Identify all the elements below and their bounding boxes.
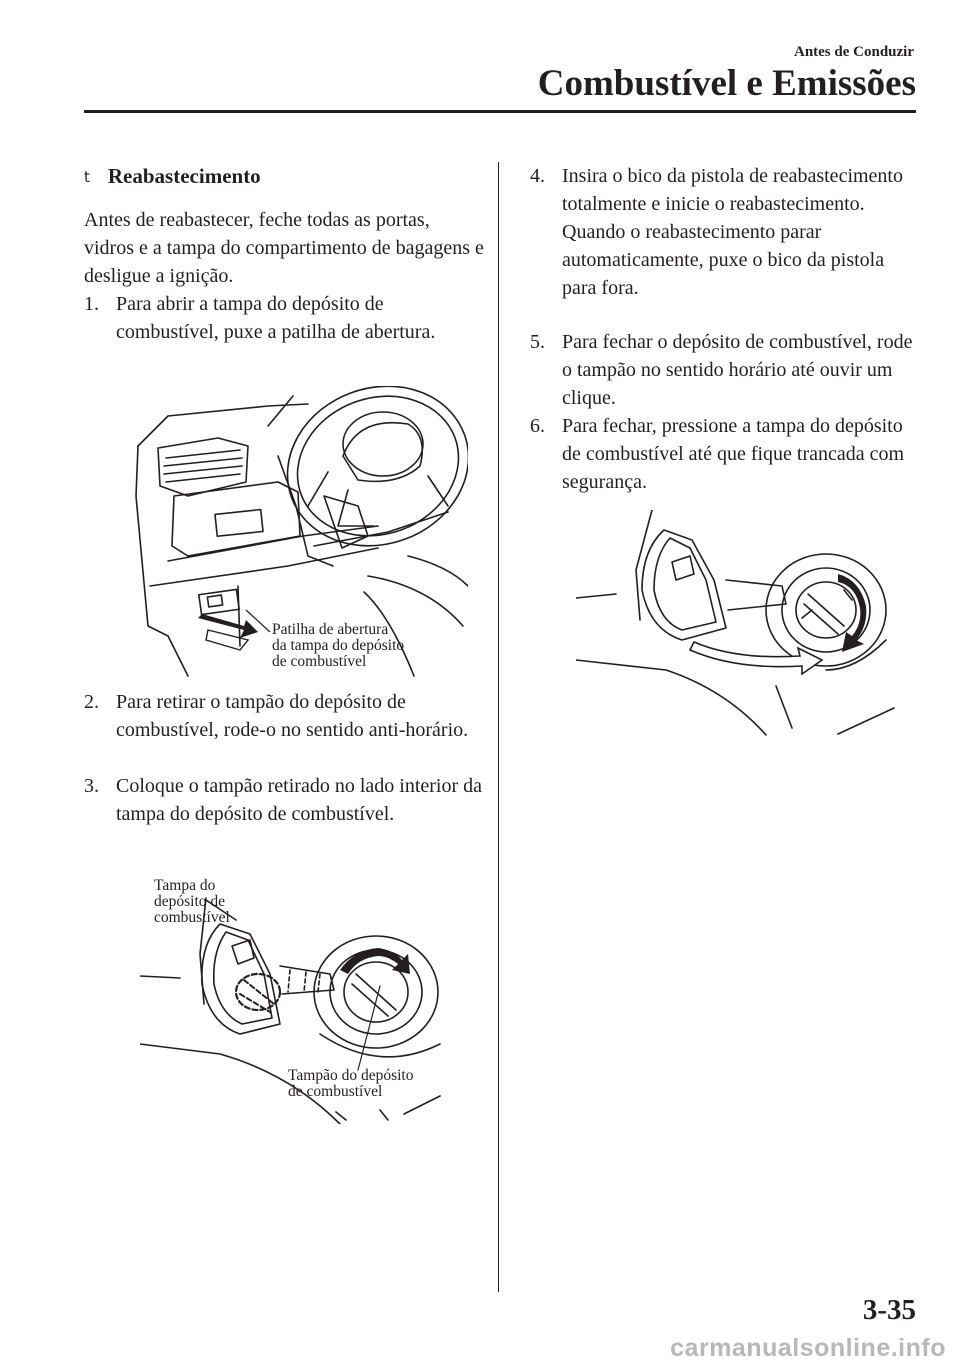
chapter-title: Combustível e Emissões <box>537 63 916 104</box>
section-heading-text: Reabastecimento <box>107 164 261 188</box>
step-5 <box>530 328 920 412</box>
step-number: 4. <box>530 165 545 187</box>
step-text: Para fechar o depósito de combustível, rode o tampão no sentido horário até ouvir um clique. <box>562 331 913 409</box>
header-rule <box>84 110 916 113</box>
section-heading <box>84 162 261 192</box>
step-number: 3. <box>84 775 99 797</box>
step-2 <box>84 688 484 744</box>
figure-2-callout-top: Tampa do depósito de combustível <box>154 877 230 926</box>
step-text: Para abrir a tampa do depósito de combustível, puxe a patilha de abertura. <box>116 293 436 343</box>
section-label: Antes de Conduzir <box>793 44 914 60</box>
intro-paragraph: Antes de reabastecer, feche todas as portas, vidros e a tampa do compartimento de bagagens e desligue a ignição. <box>84 209 484 287</box>
step-4 <box>530 162 920 302</box>
step-text: Para retirar o tampão do depósito de combustível, rode-o no sentido anti-horário. <box>116 691 469 741</box>
heading-bullet: t <box>84 168 90 186</box>
column-divider <box>498 162 499 1292</box>
figure-2-callout-bottom: Tampão do depósito de combustível <box>288 1067 414 1100</box>
step-text: Coloque o tampão retirado no lado interior da tampa do depósito de combustível. <box>116 775 483 825</box>
step-3 <box>84 772 484 828</box>
watermark: carmanualsonline.info <box>670 1334 946 1362</box>
fuel-cap-closing-illustration <box>576 510 896 740</box>
step-text: Insira o bico da pistola de reabastecimento totalmente e inicie o reabastecimento. Quando o reabastecimento parar automaticamente, puxe o bico da pistola para fora. <box>562 165 903 299</box>
step-6 <box>530 412 920 496</box>
step-number: 2. <box>84 691 99 713</box>
step-1 <box>84 290 484 346</box>
figure-fuel-lid-release <box>128 386 468 682</box>
figure-1-callout: Patilha de abertura da tampa do depósito de combustível <box>272 621 405 670</box>
step-text: Para fechar, pressione a tampa do depósito de combustível até que fique trancada com segurança. <box>562 415 905 493</box>
page-number: 3-35 <box>862 1294 916 1326</box>
figure-close-cap <box>576 510 896 740</box>
step-number: 5. <box>530 331 545 353</box>
step-number: 6. <box>530 415 545 437</box>
step-number: 1. <box>84 293 99 315</box>
